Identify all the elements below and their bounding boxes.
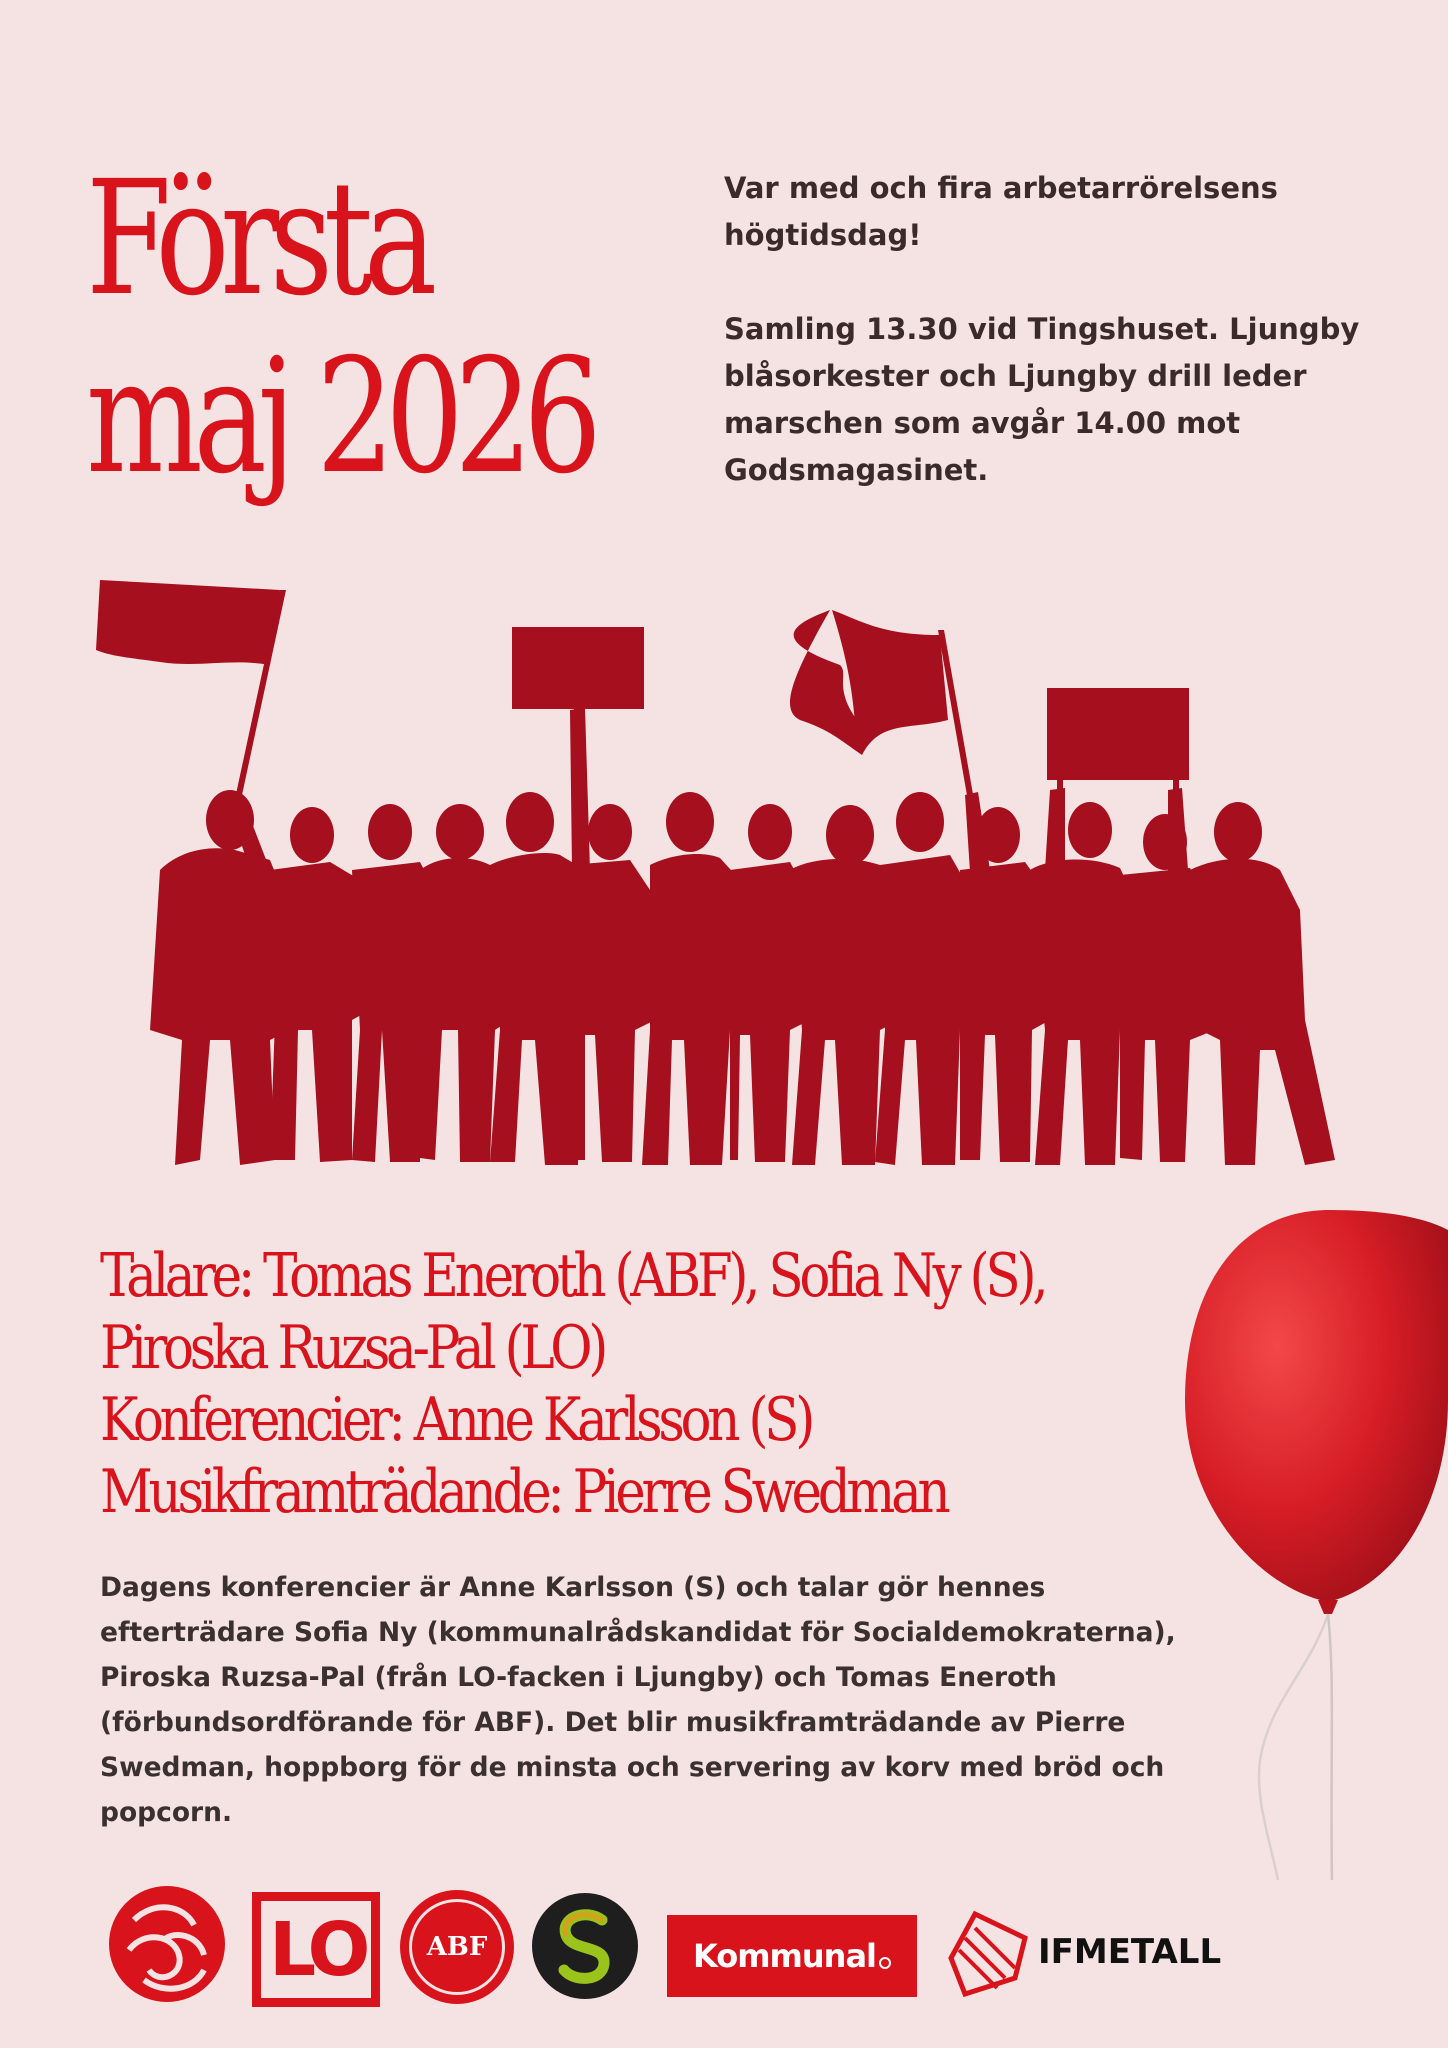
intro-text (724, 165, 1364, 541)
abf-logo (400, 1890, 514, 2004)
intro-paragraph-2: Samling 13.30 vid Tingshuset. Ljungby blåsorkester och Ljungby drill leder marschen som avgår 14.00 mot Godsmagasinet. (724, 312, 1360, 487)
lo-logo-text: LO (269, 1907, 365, 1993)
ifmetall-icon (945, 1908, 1031, 2000)
abf-logo-text: ABF (426, 1932, 488, 1962)
page-title (86, 147, 593, 509)
lo-logo (252, 1892, 380, 2007)
kommunal-logo-text: Kommunal (692, 1937, 877, 1975)
ifmetall-logo-text: IFMETALL (1038, 1932, 1222, 1972)
rose-logo (104, 1880, 230, 2008)
kommunal-logo (667, 1915, 917, 1997)
speakers-list (100, 1240, 1089, 1528)
red-balloon-image (1160, 1200, 1448, 1880)
s-logo (530, 1890, 640, 2002)
intro-paragraph-1: Var med och fira arbetarrörelsens högtidsdag! (724, 171, 1278, 252)
kommunal-dot-icon (879, 1957, 891, 1969)
speakers-line-2: Piroska Ruzsa-Pal (LO) (100, 1313, 605, 1383)
title-line-1: Första (86, 147, 428, 331)
speakers-line-3: Konferencier: Anne Karlsson (S) (100, 1385, 812, 1455)
speakers-line-1: Talare: Tomas Eneroth (ABF), Sofia Ny (S), (100, 1241, 1045, 1311)
sponsor-logos (0, 1880, 1448, 2020)
title-line-2: maj 2026 (86, 325, 593, 509)
speakers-line-4: Musikframträdande: Pierre Swedman (100, 1457, 947, 1527)
event-description: Dagens konferencier är Anne Karlsson (S) och talar gör hennes efterträdare Sofia Ny (kommunalrådskandidat för Socialdemokraterna), Piroska Ruzsa-Pal (från LO-facken i Ljungby) och Tomas Eneroth (förbundsordförande för ABF). Det blir musikframträdande av Pierre Swedman, hoppborg för de minsta och servering av korv med bröd och popcorn. (100, 1572, 1176, 1828)
protest-crowd-illustration (90, 570, 1350, 1185)
